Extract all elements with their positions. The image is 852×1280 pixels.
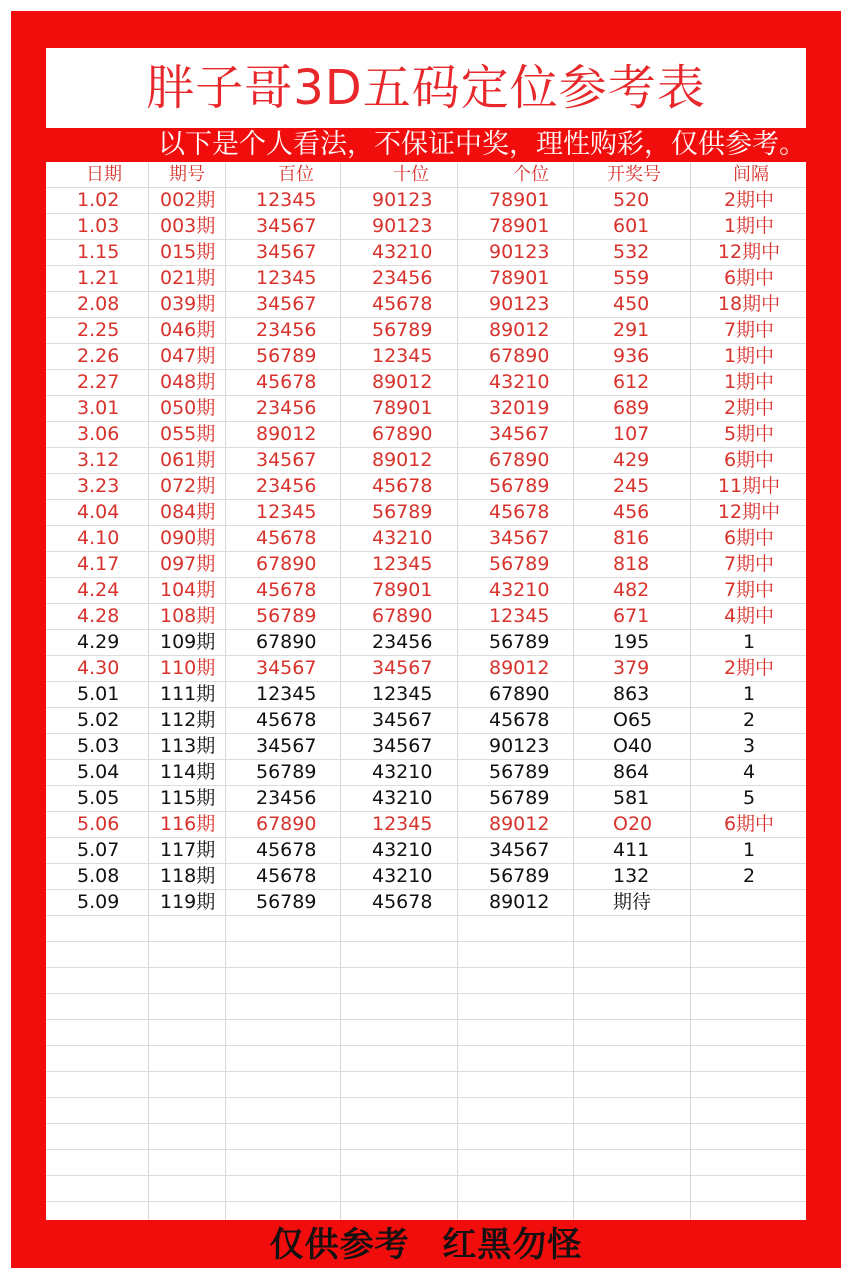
row-date: 4.17 — [77, 553, 120, 575]
row-units: 78901 — [489, 267, 550, 289]
row-hundreds: 45678 — [256, 579, 317, 601]
row-interval: 4期中 — [723, 605, 775, 627]
row-issue: 119期 — [160, 891, 216, 913]
row-units: 90123 — [489, 735, 550, 757]
row-hundreds: 56789 — [256, 605, 317, 627]
table-row — [46, 706, 806, 732]
row-draw: 864 — [613, 761, 650, 783]
row-interval: 1 — [742, 631, 756, 653]
row-units: 45678 — [489, 709, 550, 731]
row-interval: 5 — [742, 787, 756, 809]
row-draw: 532 — [613, 241, 650, 263]
row-draw: 132 — [613, 865, 650, 887]
row-tens: 90123 — [372, 215, 433, 237]
table-row — [46, 420, 806, 446]
row-interval: 7期中 — [723, 319, 775, 341]
row-draw: 107 — [613, 423, 650, 445]
row-issue: 072期 — [160, 475, 216, 497]
row-interval: 12期中 — [717, 241, 781, 263]
row-units: 45678 — [489, 501, 550, 523]
row-date: 4.28 — [77, 605, 120, 627]
row-interval: 4 — [742, 761, 756, 783]
row-interval: 6期中 — [723, 527, 775, 549]
table-row — [46, 862, 806, 888]
row-tens: 45678 — [372, 891, 433, 913]
footer-left-text: 仅供参考 — [269, 1225, 410, 1265]
header-interval: 间隔 — [733, 164, 769, 185]
row-draw: 936 — [613, 345, 650, 367]
row-tens: 34567 — [372, 657, 433, 679]
row-date: 5.06 — [77, 813, 120, 835]
row-draw: 863 — [613, 683, 650, 705]
row-issue: 048期 — [160, 371, 216, 393]
row-issue: 115期 — [160, 787, 216, 809]
row-date: 1.02 — [77, 189, 120, 211]
row-draw: 581 — [613, 787, 650, 809]
table-row — [46, 888, 806, 914]
row-interval: 3 — [742, 735, 756, 757]
row-tens: 12345 — [372, 813, 433, 835]
row-units: 34567 — [489, 839, 550, 861]
row-date: 4.04 — [77, 501, 120, 523]
row-hundreds: 45678 — [256, 839, 317, 861]
row-units: 67890 — [489, 449, 550, 471]
row-interval: 1期中 — [723, 345, 775, 367]
row-hundreds: 67890 — [256, 631, 317, 653]
table-row — [46, 576, 806, 602]
row-tens: 12345 — [372, 553, 433, 575]
row-tens: 12345 — [372, 683, 433, 705]
row-units: 32019 — [489, 397, 550, 419]
row-units: 56789 — [489, 761, 550, 783]
row-interval: 2期中 — [723, 397, 775, 419]
row-interval: 2 — [742, 709, 756, 731]
row-units: 67890 — [489, 683, 550, 705]
row-units: 34567 — [489, 527, 550, 549]
row-date: 3.12 — [77, 449, 120, 471]
table-row — [46, 602, 806, 628]
row-units: 56789 — [489, 553, 550, 575]
row-date: 3.01 — [77, 397, 120, 419]
row-tens: 78901 — [372, 397, 433, 419]
row-interval: 11期中 — [717, 475, 781, 497]
row-issue: 061期 — [160, 449, 216, 471]
row-tens: 45678 — [372, 475, 433, 497]
row-tens: 43210 — [372, 761, 433, 783]
row-units: 78901 — [489, 189, 550, 211]
row-hundreds: 12345 — [256, 267, 317, 289]
row-interval: 2 — [742, 865, 756, 887]
row-date: 5.02 — [77, 709, 120, 731]
footer-slogan — [11, 1222, 841, 1268]
row-tens: 43210 — [372, 527, 433, 549]
table-row — [46, 290, 806, 316]
row-tens: 34567 — [372, 709, 433, 731]
row-interval: 18期中 — [717, 293, 781, 315]
row-hundreds: 34567 — [256, 215, 317, 237]
row-hundreds: 34567 — [256, 449, 317, 471]
table-row — [46, 810, 806, 836]
table-row — [46, 186, 806, 212]
header-draw: 开奖号 — [607, 164, 661, 185]
row-hundreds: 45678 — [256, 527, 317, 549]
row-interval: 7期中 — [723, 553, 775, 575]
row-draw: 456 — [613, 501, 650, 523]
row-date: 5.08 — [77, 865, 120, 887]
row-hundreds: 34567 — [256, 735, 317, 757]
title-banner — [46, 48, 806, 128]
row-units: 67890 — [489, 345, 550, 367]
row-tens: 89012 — [372, 371, 433, 393]
row-tens: 56789 — [372, 319, 433, 341]
row-issue: 090期 — [160, 527, 216, 549]
footer-right-text: 红黑勿怪 — [442, 1225, 583, 1265]
row-tens: 23456 — [372, 631, 433, 653]
row-hundreds: 23456 — [256, 397, 317, 419]
row-interval: 5期中 — [723, 423, 775, 445]
header-tens: 十位 — [393, 164, 429, 185]
table-row — [46, 732, 806, 758]
row-units: 43210 — [489, 371, 550, 393]
page-title: 胖子哥3D五码定位参考表 — [146, 60, 706, 116]
row-hundreds: 34567 — [256, 657, 317, 679]
header-date: 日期 — [86, 164, 122, 185]
row-issue: 084期 — [160, 501, 216, 523]
row-tens: 43210 — [372, 241, 433, 263]
row-units: 56789 — [489, 475, 550, 497]
row-hundreds: 56789 — [256, 345, 317, 367]
row-hundreds: 67890 — [256, 553, 317, 575]
row-issue: 109期 — [160, 631, 216, 653]
row-draw: 429 — [613, 449, 650, 471]
row-draw: 450 — [613, 293, 650, 315]
table-row — [46, 550, 806, 576]
row-issue: 047期 — [160, 345, 216, 367]
table-header-row — [46, 162, 806, 188]
row-interval: 1期中 — [723, 371, 775, 393]
row-interval: 6期中 — [723, 267, 775, 289]
table-row — [46, 238, 806, 264]
row-interval: 1 — [742, 839, 756, 861]
row-hundreds: 89012 — [256, 423, 317, 445]
table-row — [46, 680, 806, 706]
row-date: 3.06 — [77, 423, 120, 445]
row-draw: 379 — [613, 657, 650, 679]
row-draw: 291 — [613, 319, 650, 341]
row-interval: 1期中 — [723, 215, 775, 237]
row-interval: 2期中 — [723, 657, 775, 679]
row-tens: 12345 — [372, 345, 433, 367]
row-issue: 116期 — [160, 813, 216, 835]
row-hundreds: 56789 — [256, 761, 317, 783]
row-tens: 34567 — [372, 735, 433, 757]
row-issue: 021期 — [160, 267, 216, 289]
row-issue: 108期 — [160, 605, 216, 627]
row-draw: 195 — [613, 631, 650, 653]
row-issue: 111期 — [160, 683, 216, 705]
row-hundreds: 45678 — [256, 371, 317, 393]
row-units: 89012 — [489, 813, 550, 835]
row-hundreds: 67890 — [256, 813, 317, 835]
row-draw: O40 — [613, 735, 653, 757]
table-row — [46, 758, 806, 784]
row-hundreds: 34567 — [256, 293, 317, 315]
row-units: 78901 — [489, 215, 550, 237]
row-date: 5.01 — [77, 683, 120, 705]
row-tens: 43210 — [372, 787, 433, 809]
header-units: 个位 — [513, 164, 549, 185]
row-date: 1.03 — [77, 215, 120, 237]
row-units: 43210 — [489, 579, 550, 601]
row-issue: 002期 — [160, 189, 216, 211]
table-row — [46, 342, 806, 368]
table-row — [46, 212, 806, 238]
spreadsheet-table — [46, 162, 806, 1220]
table-row — [46, 654, 806, 680]
row-tens: 56789 — [372, 501, 433, 523]
row-date: 4.29 — [77, 631, 120, 653]
row-tens: 67890 — [372, 423, 433, 445]
row-units: 89012 — [489, 657, 550, 679]
row-date: 1.15 — [77, 241, 120, 263]
row-units: 89012 — [489, 891, 550, 913]
row-draw: 612 — [613, 371, 650, 393]
row-hundreds: 23456 — [256, 787, 317, 809]
row-date: 2.08 — [77, 293, 120, 315]
row-interval: 1 — [742, 683, 756, 705]
row-issue: 118期 — [160, 865, 216, 887]
row-tens: 23456 — [372, 267, 433, 289]
row-issue: 104期 — [160, 579, 216, 601]
row-date: 4.24 — [77, 579, 120, 601]
row-date: 1.21 — [77, 267, 120, 289]
row-issue: 110期 — [160, 657, 216, 679]
row-issue: 114期 — [160, 761, 216, 783]
row-date: 3.23 — [77, 475, 120, 497]
row-units: 56789 — [489, 865, 550, 887]
row-units: 12345 — [489, 605, 550, 627]
row-interval: 2期中 — [723, 189, 775, 211]
row-draw: 816 — [613, 527, 650, 549]
table-row — [46, 316, 806, 342]
row-issue: 015期 — [160, 241, 216, 263]
row-hundreds: 12345 — [256, 683, 317, 705]
row-hundreds: 23456 — [256, 319, 317, 341]
row-issue: 050期 — [160, 397, 216, 419]
row-draw: 601 — [613, 215, 650, 237]
row-units: 90123 — [489, 293, 550, 315]
row-units: 90123 — [489, 241, 550, 263]
row-issue: 003期 — [160, 215, 216, 237]
row-tens: 45678 — [372, 293, 433, 315]
row-hundreds: 45678 — [256, 709, 317, 731]
row-date: 5.03 — [77, 735, 120, 757]
row-draw: 559 — [613, 267, 650, 289]
row-tens: 67890 — [372, 605, 433, 627]
row-issue: 112期 — [160, 709, 216, 731]
table-row — [46, 836, 806, 862]
row-hundreds: 56789 — [256, 891, 317, 913]
row-issue: 039期 — [160, 293, 216, 315]
table-row — [46, 472, 806, 498]
row-date: 5.05 — [77, 787, 120, 809]
row-issue: 055期 — [160, 423, 216, 445]
row-units: 56789 — [489, 787, 550, 809]
row-issue: 113期 — [160, 735, 216, 757]
row-units: 89012 — [489, 319, 550, 341]
row-tens: 89012 — [372, 449, 433, 471]
row-tens: 43210 — [372, 865, 433, 887]
row-draw: 818 — [613, 553, 650, 575]
row-hundreds: 34567 — [256, 241, 317, 263]
row-draw: 245 — [613, 475, 650, 497]
table-row — [46, 394, 806, 420]
row-date: 5.07 — [77, 839, 120, 861]
table-row — [46, 784, 806, 810]
row-draw: 520 — [613, 189, 650, 211]
row-issue: 046期 — [160, 319, 216, 341]
row-hundreds: 23456 — [256, 475, 317, 497]
row-date: 2.26 — [77, 345, 120, 367]
table-row — [46, 264, 806, 290]
row-draw: O20 — [613, 813, 653, 835]
row-draw: 期待 — [613, 891, 652, 913]
row-interval: 12期中 — [717, 501, 781, 523]
row-tens: 90123 — [372, 189, 433, 211]
disclaimer-subtitle: 以下是个人看法，不保证中奖，理性购彩，仅供参考。 — [158, 129, 806, 160]
row-date: 4.10 — [77, 527, 120, 549]
row-issue: 117期 — [160, 839, 216, 861]
row-hundreds: 45678 — [256, 865, 317, 887]
table-row — [46, 446, 806, 472]
table-row — [46, 498, 806, 524]
row-date: 4.30 — [77, 657, 120, 679]
row-draw: O65 — [613, 709, 653, 731]
table-row — [46, 628, 806, 654]
row-draw: 671 — [613, 605, 650, 627]
row-date: 5.04 — [77, 761, 120, 783]
row-hundreds: 12345 — [256, 189, 317, 211]
row-date: 5.09 — [77, 891, 120, 913]
row-tens: 78901 — [372, 579, 433, 601]
row-interval: 6期中 — [723, 813, 775, 835]
row-date: 2.25 — [77, 319, 120, 341]
table-row — [46, 524, 806, 550]
row-units: 56789 — [489, 631, 550, 653]
row-interval — [694, 888, 804, 914]
table-row — [46, 368, 806, 394]
header-hundreds: 百位 — [278, 164, 314, 185]
header-issue: 期号 — [169, 164, 205, 185]
row-date: 2.27 — [77, 371, 120, 393]
row-hundreds: 12345 — [256, 501, 317, 523]
row-draw: 411 — [613, 839, 650, 861]
row-tens: 43210 — [372, 839, 433, 861]
row-interval: 7期中 — [723, 579, 775, 601]
row-interval: 6期中 — [723, 449, 775, 471]
row-draw: 482 — [613, 579, 650, 601]
row-units: 34567 — [489, 423, 550, 445]
row-draw: 689 — [613, 397, 650, 419]
row-issue: 097期 — [160, 553, 216, 575]
